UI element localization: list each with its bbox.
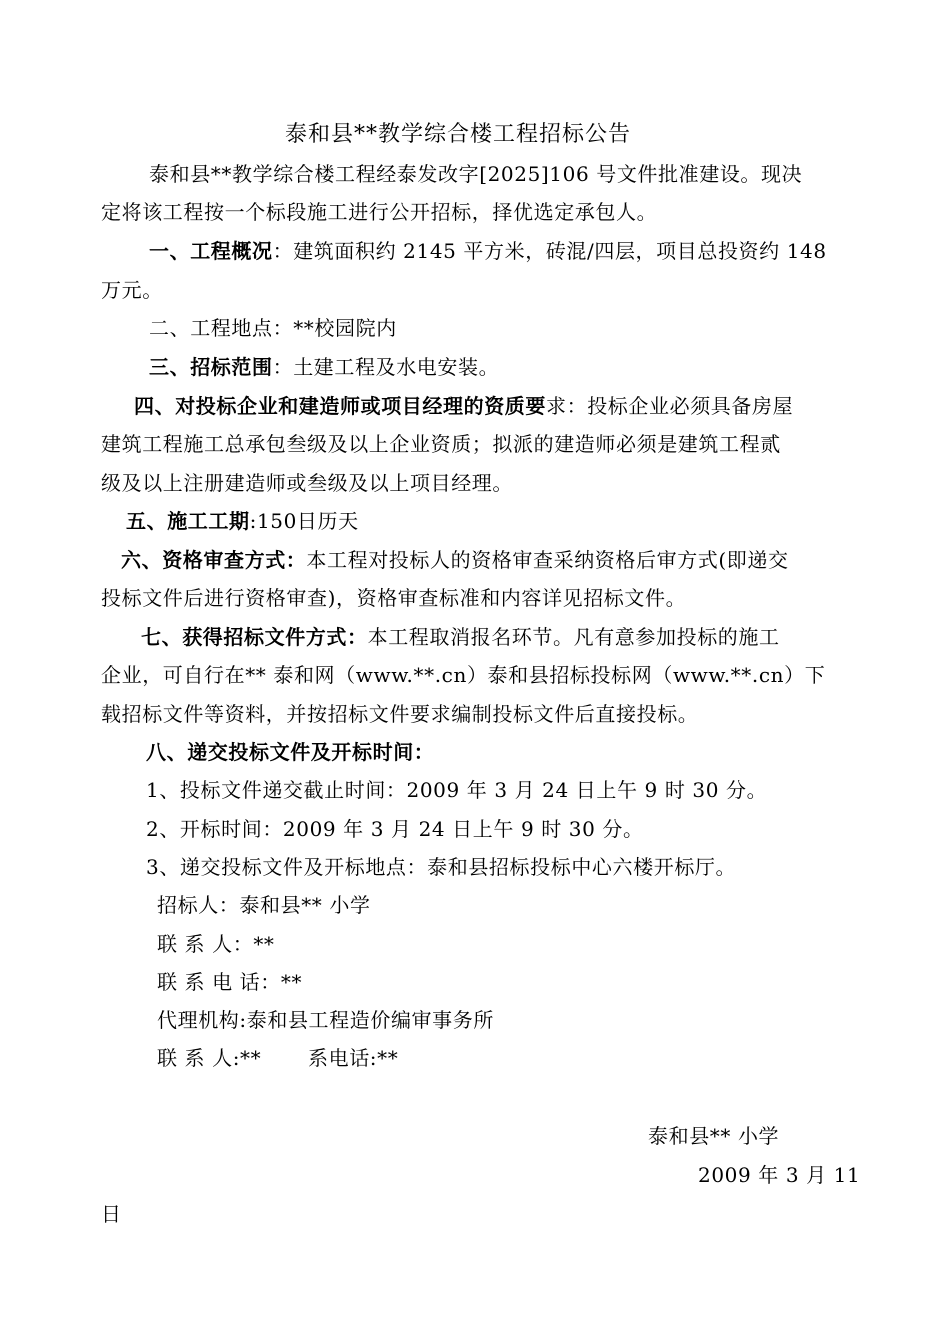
section-3-text: ：土建工程及水电安装。: [272, 355, 500, 379]
section-1-label: 一、工程概况: [149, 239, 273, 263]
section-8-item-3: 3、递交投标文件及开标地点：泰和县招标投标中心六楼开标厅。: [146, 855, 737, 879]
contact-phone: 联 系 电 话：**: [157, 970, 303, 994]
contact-person: 联 系 人：**: [157, 932, 275, 956]
section-4-text: 求：投标企业必须具备房屋: [546, 394, 794, 418]
section-1-line-2: 万元。: [101, 278, 163, 302]
section-7-line-2: 企业，可自行在** 泰和网（www.**.cn）泰和县招标投标网（www.**.cn）下: [101, 663, 826, 687]
agency: 代理机构:泰和县工程造价编审事务所: [157, 1008, 494, 1032]
section-1-line-1: [149, 237, 827, 265]
section-7-line-1: [141, 623, 780, 651]
section-4-line-1: [134, 392, 793, 420]
agency-contact-phone: 系电话:**: [308, 1046, 399, 1070]
section-4-line-3: 级及以上注册建造师或叁级及以上项目经理。: [101, 471, 513, 495]
section-7-text: 本工程取消报名环节。凡有意参加投标的施工: [367, 625, 780, 649]
section-5: [126, 507, 359, 535]
agency-contact-person: 联 系 人:**: [157, 1046, 262, 1070]
section-7-line-3: 载招标文件等资料，并按招标文件要求编制投标文件后直接投标。: [101, 702, 699, 726]
section-3: [149, 353, 499, 381]
section-1-text: ：建筑面积约 2145 平方米，砖混/四层，项目总投资约 148: [272, 239, 827, 263]
section-6-line-2: 投标文件后进行资格审查)，资格审查标准和内容详见招标文件。: [101, 586, 687, 610]
intro-line-2: 定将该工程按一个标段施工进行公开招标，择优选定承包人。: [101, 200, 658, 224]
section-8-item-1: 1、投标文件递交截止时间：2009 年 3 月 24 日上午 9 时 30 分。: [146, 778, 768, 802]
section-5-label: 五、施工工期: [126, 509, 250, 533]
signature-org: 泰和县** 小学: [648, 1124, 780, 1148]
document-title: 泰和县**教学综合楼工程招标公告: [285, 122, 632, 147]
section-6-label: 六、资格审查方式：: [121, 548, 307, 572]
section-7-label: 七、获得招标文件方式：: [141, 625, 368, 649]
section-4-label: 四、对投标企业和建造师或项目经理的资质要: [134, 394, 546, 418]
section-5-text: :150日历天: [249, 509, 359, 533]
section-8-label: 八、递交投标文件及开标时间：: [146, 740, 435, 764]
signature-date: 2009 年 3 月 11: [698, 1163, 861, 1187]
section-6-line-1: [121, 546, 789, 574]
section-2: 二、工程地点：**校园院内: [149, 316, 397, 340]
intro-line-1: 泰和县**教学综合楼工程经泰发改字[2025]106 号文件批准建设。现决: [149, 162, 803, 186]
tenderer: 招标人：泰和县** 小学: [157, 893, 371, 917]
section-3-label: 三、招标范围: [149, 355, 273, 379]
section-6-text: 本工程对投标人的资格审查采纳资格后审方式(即递交: [306, 548, 789, 572]
signature-date-day: 日: [101, 1202, 122, 1226]
section-8-item-2: 2、开标时间：2009 年 3 月 24 日上午 9 时 30 分。: [146, 817, 644, 841]
section-4-line-2: 建筑工程施工总承包叁级及以上企业资质；拟派的建造师必须是建筑工程贰: [101, 432, 781, 456]
